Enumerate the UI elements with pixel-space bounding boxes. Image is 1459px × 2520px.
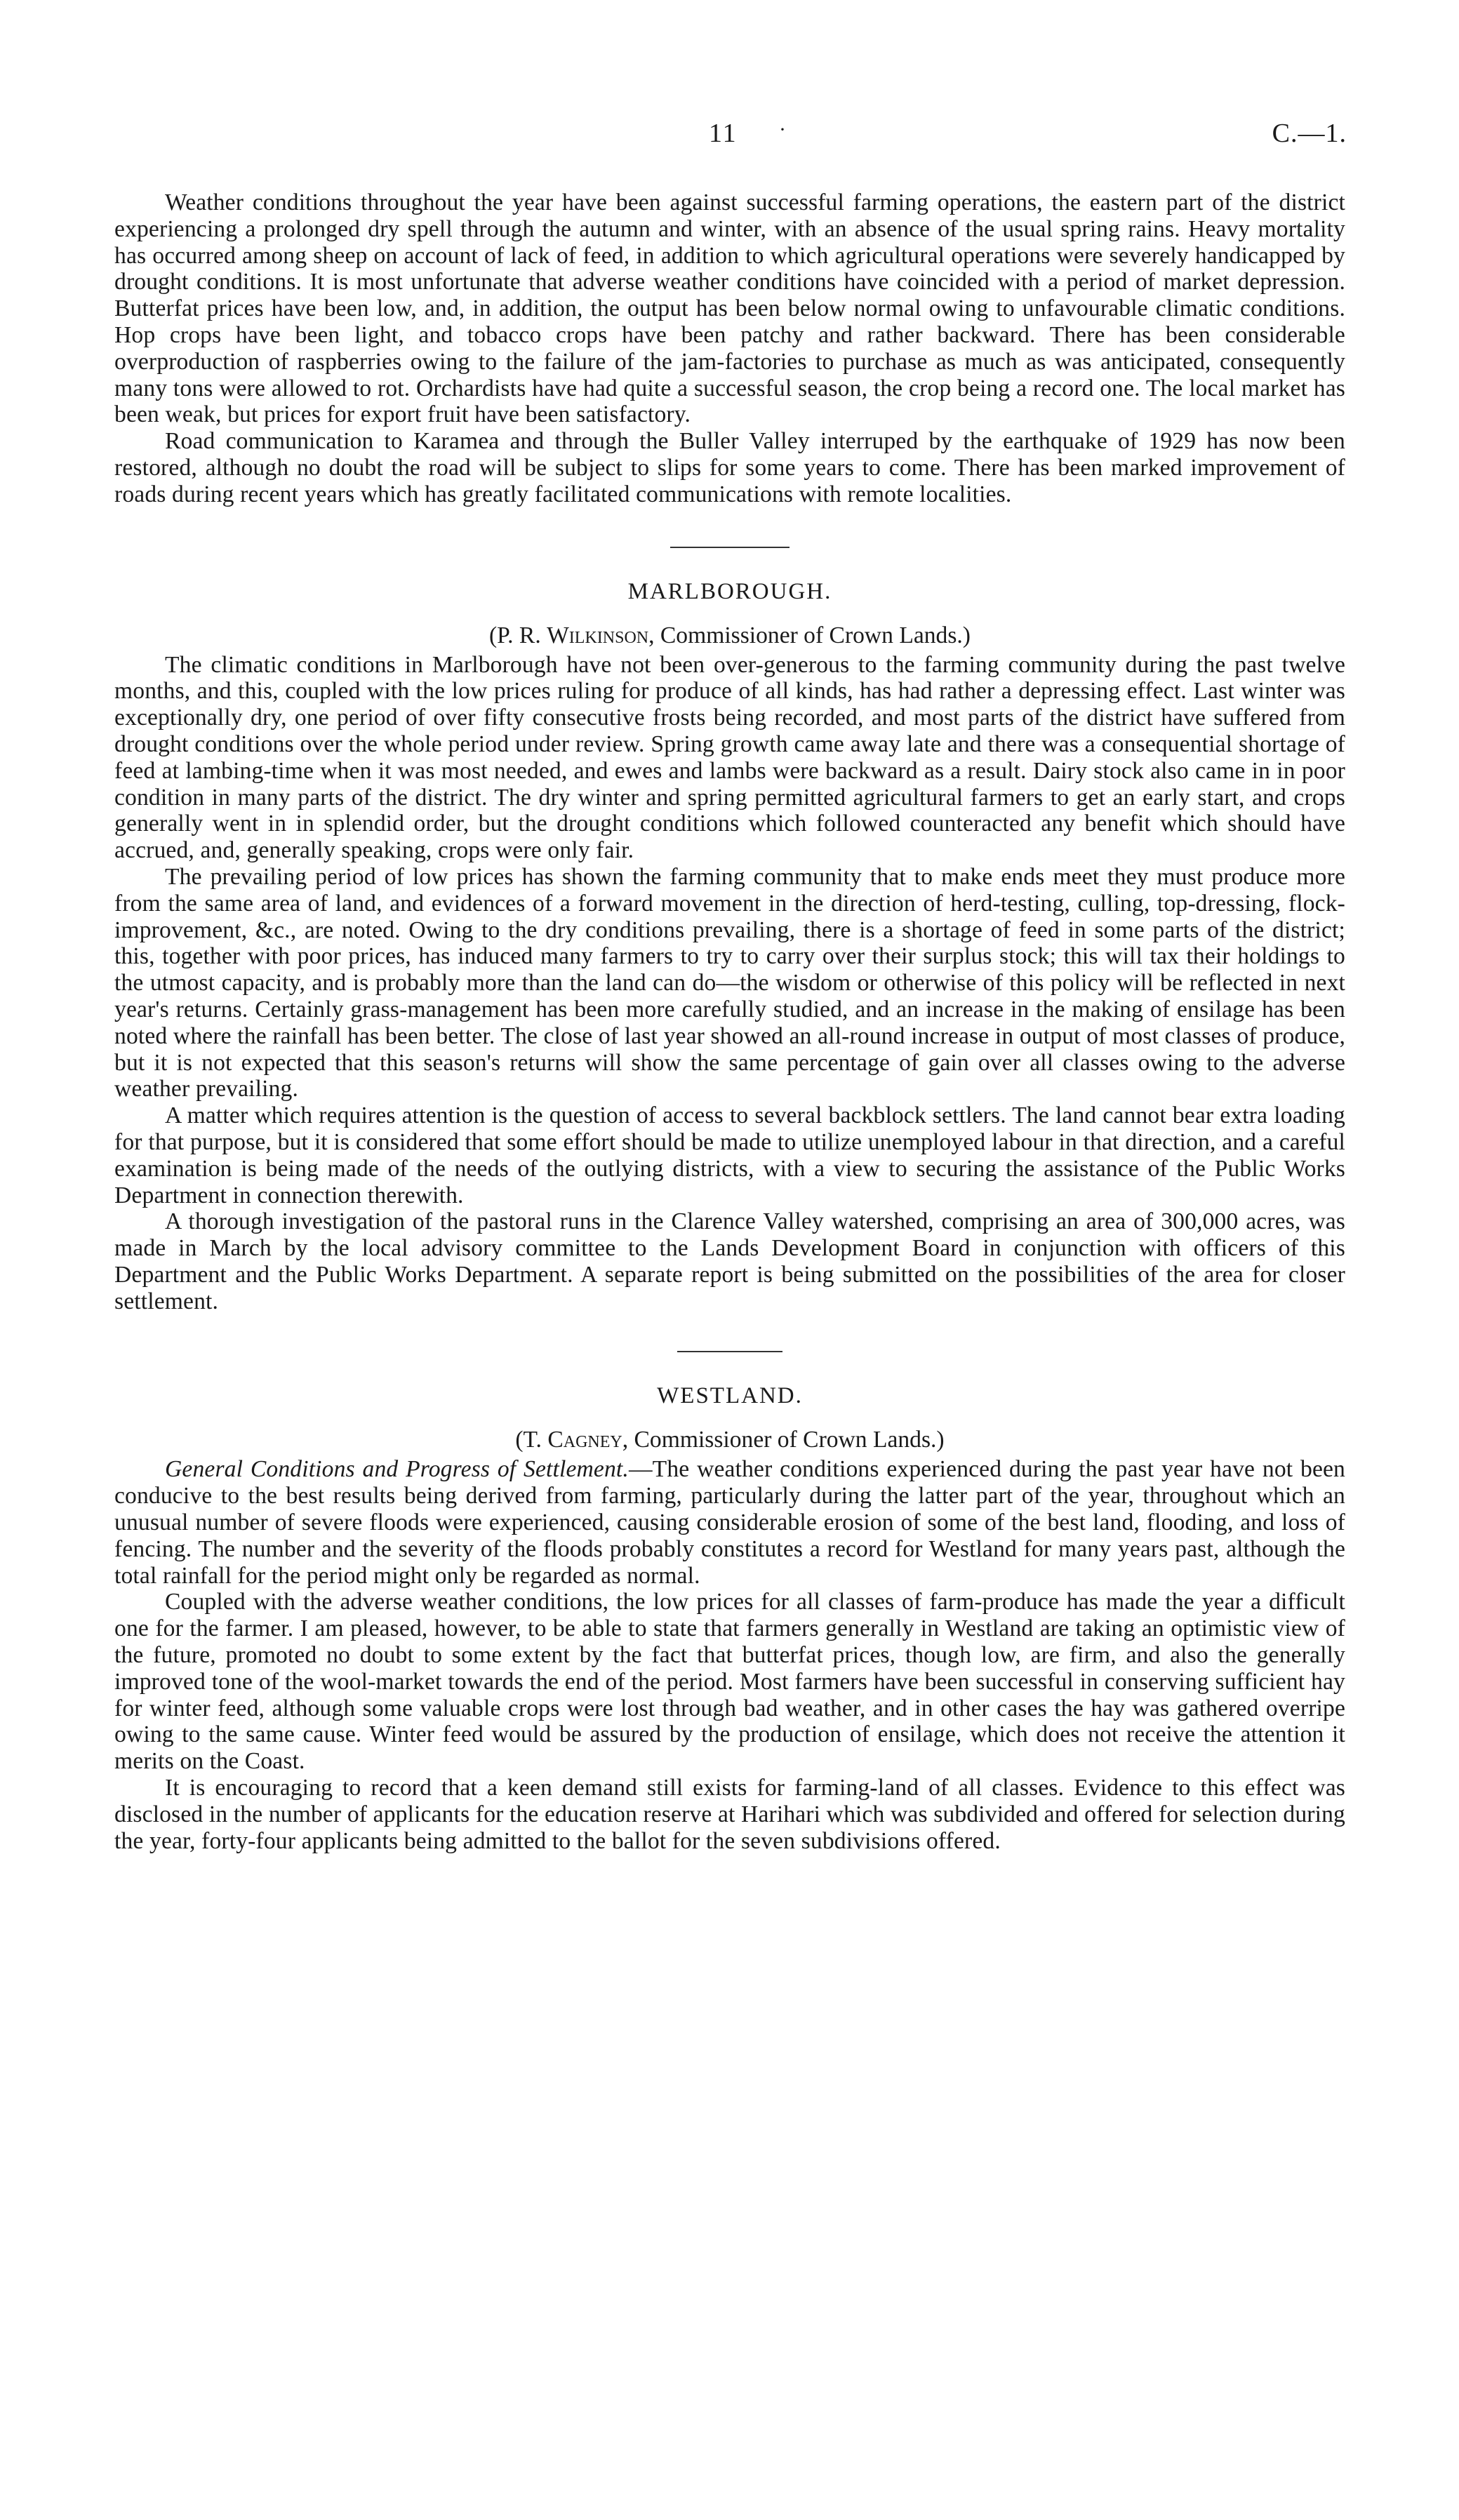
paragraph: Road communication to Karamea and through the Buller Valley interruped by the earthquake of 1929 has now been restored, although no doubt the road will be subject to slips for some years to come. There has been marked improvement of roads during recent years which has greatly facilitated communications with remote localities.: [114, 428, 1345, 507]
paragraph: [114, 1456, 1345, 1589]
commissioner-line: [114, 622, 1345, 650]
commissioner-prefix: (T.: [515, 1427, 548, 1453]
paragraph: The climatic conditions in Marlborough have not been over-generous to the farming community during the past twelve months, and this, coupled with the low prices ruling for produce of all kinds, has had rather a depressing effect. Last winter was exceptionally dry, one period of over fifty consecutive frosts being recorded, and most parts of the district have suffered from drought conditions over the whole period under review. Spring growth came away late and there was a consequential shortage of feed at lambing-time when it was most needed, and ewes and lambs were backward as a result. Dairy stock also came in in poor condition in many parts of the district. The dry winter and spring permitted agricultural farmers to get an early start, and crops generally went in in splendid order, but the drought conditions which followed counteracted any benefit which should have accrued, and, generally speaking, crops were only fair.: [114, 651, 1345, 864]
intro-section: [114, 189, 1345, 508]
section-divider: [677, 1351, 782, 1352]
paragraph: It is encouraging to record that a keen demand still exists for farming-land of all classes. Evidence to this effect was disclosed in the number of applicants for the education reserve at Harihari which was subdivided and offered for selection during the year, forty-four applicants being admitted to the ballot for the seven subdivisions offered.: [114, 1775, 1345, 1854]
section-title: MARLBOROUGH.: [627, 578, 832, 604]
page-header: [0, 118, 1459, 160]
paragraph: A matter which requires attention is the question of access to several backblock settlers. The land cannot bear extra loading for that purpose, but it is considered that some effort should be made to utilize unemployed labour in that direction, and a careful examination is being made of the needs of the outlying districts, with a view to securing the assistance of the Public Works Department in connection therewith.: [114, 1102, 1345, 1208]
paragraph: The prevailing period of low prices has shown the farming community that to make ends meet they must produce more from the same area of land, and evidences of a forward movement in the direction of herd-testing, culling, top-dressing, flock-improvement, &c., are noted. Owing to the dry conditions prevailing, there is a shortage of feed in some parts of the district; this, together with poor prices, has induced many farmers to try to carry over their surplus stock; this will tax their holdings to the utmost capacity, and is probably more than the land can do—the wisdom or otherwise of this policy will be reflected in next year's returns. Certainly grass-management has been more carefully studied, and an increase in the making of ensilage has been noted where the rainfall has been better. The close of last year showed an all-round increase in output of most classes of produce, but it is not expected that this season's returns will show the same percentage of gain over all classes owing to the adverse weather prevailing.: [114, 863, 1345, 1102]
commissioner-name: Wilkinson: [547, 622, 649, 648]
page-content: [114, 189, 1345, 1854]
commissioner-title: , Commissioner of Crown Lands.): [622, 1427, 945, 1453]
paragraph: Coupled with the adverse weather conditions, the low prices for all classes of farm-produce has made the year a difficult one for the farmer. I am pleased, however, to be able to state that farmers generally in Westland are taking an optimistic view of the future, promoted no doubt to some extent by the fact that butterfat prices, though low, are firm, and also the generally improved tone of the wool-market towards the end of the period. Most farmers have been successful in conserving sufficient hay for winter feed, although some valuable crops were lost through bad weather, and in other cases the hay was gathered overripe owing to the same cause. Winter feed would be assured by the production of ensilage, which does not receive the attention it merits on the Coast.: [114, 1589, 1345, 1775]
paragraph: Weather conditions throughout the year have been against successful farming operations, the eastern part of the district experiencing a prolonged dry spell through the autumn and winter, with an absence of the usual spring rains. Heavy mortality has occurred among sheep on account of lack of feed, in addition to which agricultural operations were severely handicapped by drought conditions. It is most unfortunate that adverse weather conditions have coincided with a period of market depression. Butterfat prices have been low, and, in addition, the output has been below normal owing to unfavourable climatic conditions. Hop crops have been light, and tobacco crops have been patchy and rather backward. There has been considerable overproduction of raspberries owing to the failure of the jam-factories to purchase as much as was anticipated, consequently many tons were allowed to rot. Orchardists have had quite a successful season, the crop being a record one. The local market has been weak, but prices for export fruit have been satisfactory.: [114, 189, 1345, 428]
page-number: 11: [709, 119, 738, 148]
commissioner-name: Cagney: [547, 1427, 622, 1453]
section-divider: [670, 547, 790, 548]
marlborough-section: [114, 578, 1345, 1315]
commissioner-line: [114, 1426, 1345, 1454]
paragraph-heading: General Conditions and Progress of Settlement.: [165, 1456, 629, 1483]
header-dot: ·: [779, 118, 786, 141]
section-title: WESTLAND.: [657, 1383, 803, 1409]
paragraph-text: —The weather conditions experienced during the past year have not been conducive to the best results being derived from farming, particularly during the latter part of the year, throughout which an unusual number of severe floods were experienced, causing considerable erosion of some of the best land, flooding, and loss of fencing. The number and the severity of the floods probably constitutes a record for Westland for many years past, although the total rainfall for the period might only be regarded as normal.: [114, 1456, 1345, 1589]
document-reference: C.—1.: [1272, 119, 1347, 148]
commissioner-title: , Commissioner of Crown Lands.): [648, 622, 971, 648]
paragraph: A thorough investigation of the pastoral runs in the Clarence Valley watershed, comprising an area of 300,000 acres, was made in March by the local advisory committee to the Lands Development Board in conjunction with officers of this Department and the Public Works Department. A separate report is being submitted on the possibilities of the area for closer settlement.: [114, 1208, 1345, 1314]
westland-section: [114, 1382, 1345, 1854]
commissioner-prefix: (P. R.: [489, 622, 547, 648]
